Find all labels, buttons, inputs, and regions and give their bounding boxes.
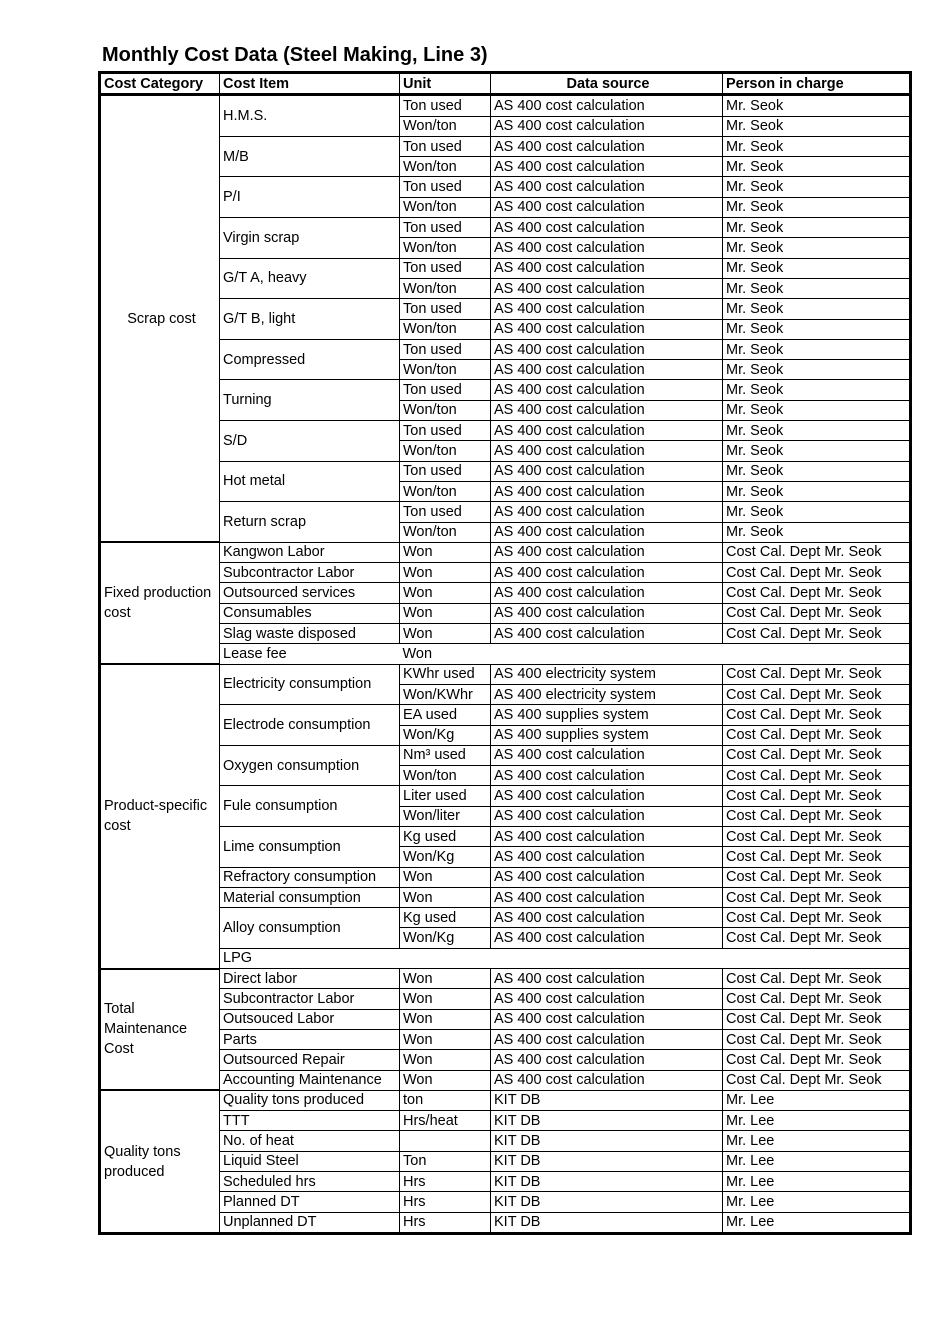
data-source-cell: AS 400 cost calculation	[491, 319, 723, 339]
person-cell: Cost Cal. Dept Mr. Seok	[723, 867, 911, 887]
table-row	[100, 218, 911, 238]
data-source-cell: KIT DB	[491, 1212, 723, 1233]
data-source-cell: AS 400 cost calculation	[491, 847, 723, 867]
person-cell: Mr. Seok	[723, 522, 911, 542]
unit-cell: Won/ton	[400, 441, 491, 461]
unit-cell: Ton used	[400, 461, 491, 481]
person-cell: Cost Cal. Dept Mr. Seok	[723, 786, 911, 806]
cost-item: Return scrap	[220, 502, 400, 543]
table-row	[100, 563, 911, 583]
cost-item: Refractory consumption	[220, 867, 400, 887]
header-data-source: Data source	[491, 73, 723, 95]
data-source-cell: AS 400 electricity system	[491, 684, 723, 704]
cost-item: Outsourced services	[220, 583, 400, 603]
data-source-cell: AS 400 cost calculation	[491, 1070, 723, 1090]
person-cell: Cost Cal. Dept Mr. Seok	[723, 908, 911, 928]
data-source-cell: AS 400 cost calculation	[491, 197, 723, 217]
cost-item: Planned DT	[220, 1192, 400, 1212]
person-cell: Mr. Lee	[723, 1192, 911, 1212]
cost-item: LPG	[220, 948, 400, 968]
person-cell: Mr. Seok	[723, 400, 911, 420]
header-cost-category: Cost Category	[100, 73, 220, 95]
data-source-cell: AS 400 cost calculation	[491, 745, 723, 765]
cost-item: Outsourced Repair	[220, 1050, 400, 1070]
person-cell: Cost Cal. Dept Mr. Seok	[723, 806, 911, 826]
unit-cell: Won	[400, 563, 491, 583]
unit-cell: Ton used	[400, 95, 491, 116]
cost-item: Subcontractor Labor	[220, 989, 400, 1009]
table-row	[100, 989, 911, 1009]
person-cell: Mr. Lee	[723, 1212, 911, 1233]
data-source-cell: AS 400 cost calculation	[491, 481, 723, 501]
data-source-cell: AS 400 cost calculation	[491, 624, 723, 644]
person-cell: Mr. Seok	[723, 258, 911, 278]
table-row	[100, 948, 911, 968]
person-cell: Mr. Seok	[723, 339, 911, 359]
person-cell: Mr. Lee	[723, 1111, 911, 1131]
unit-cell	[400, 1131, 491, 1151]
table-row	[100, 542, 911, 562]
table-row	[100, 887, 911, 907]
table-row	[100, 1212, 911, 1233]
cost-item: Unplanned DT	[220, 1212, 400, 1233]
person-cell: Mr. Seok	[723, 319, 911, 339]
table-row	[100, 1029, 911, 1049]
person-cell: Cost Cal. Dept Mr. Seok	[723, 887, 911, 907]
unit-cell: Liter used	[400, 786, 491, 806]
data-source-cell: AS 400 supplies system	[491, 725, 723, 745]
table-row	[100, 583, 911, 603]
header-person-in-charge: Person in charge	[723, 73, 911, 95]
data-source-cell: AS 400 cost calculation	[491, 786, 723, 806]
person-cell: Cost Cal. Dept Mr. Seok	[723, 583, 911, 603]
data-source-cell: AS 400 cost calculation	[491, 421, 723, 441]
unit-cell: Won/ton	[400, 766, 491, 786]
cost-data-table	[98, 71, 912, 1235]
cost-item: P/I	[220, 177, 400, 218]
unit-cell: Won/KWhr	[400, 684, 491, 704]
person-cell: Cost Cal. Dept Mr. Seok	[723, 1070, 911, 1090]
cost-item: Alloy consumption	[220, 908, 400, 949]
data-source-cell: AS 400 cost calculation	[491, 400, 723, 420]
person-cell: Mr. Seok	[723, 218, 911, 238]
person-cell: Mr. Seok	[723, 481, 911, 501]
table-row	[100, 461, 911, 481]
unit-cell: Won/Kg	[400, 928, 491, 948]
person-cell: Cost Cal. Dept Mr. Seok	[723, 745, 911, 765]
data-source-cell: AS 400 cost calculation	[491, 218, 723, 238]
person-cell: Cost Cal. Dept Mr. Seok	[723, 725, 911, 745]
data-source-cell: AS 400 cost calculation	[491, 157, 723, 177]
table-row	[100, 969, 911, 989]
unit-cell: Won/ton	[400, 319, 491, 339]
table-row	[100, 339, 911, 359]
cost-item: Material consumption	[220, 887, 400, 907]
table-row	[100, 603, 911, 623]
data-source-cell: AS 400 cost calculation	[491, 887, 723, 907]
data-source-cell: KIT DB	[491, 1192, 723, 1212]
cost-item: Scheduled hrs	[220, 1172, 400, 1192]
cost-item: Electrode consumption	[220, 705, 400, 746]
person-cell: Mr. Lee	[723, 1151, 911, 1171]
table-row	[100, 826, 911, 846]
data-source-cell: KIT DB	[491, 1131, 723, 1151]
unit-cell: Ton used	[400, 421, 491, 441]
table-row	[100, 644, 911, 664]
table-row	[100, 908, 911, 928]
header-unit: Unit	[400, 73, 491, 95]
table-row	[100, 624, 911, 644]
cost-item: H.M.S.	[220, 95, 400, 137]
data-source-cell	[491, 948, 723, 968]
person-cell: Mr. Seok	[723, 95, 911, 116]
person-cell: Cost Cal. Dept Mr. Seok	[723, 542, 911, 562]
person-cell: Cost Cal. Dept Mr. Seok	[723, 603, 911, 623]
unit-cell: Ton used	[400, 502, 491, 522]
person-cell: Cost Cal. Dept Mr. Seok	[723, 624, 911, 644]
table-row	[100, 1050, 911, 1070]
unit-cell: Ton used	[400, 380, 491, 400]
unit-cell: Ton used	[400, 136, 491, 156]
cost-item: TTT	[220, 1111, 400, 1131]
person-cell: Cost Cal. Dept Mr. Seok	[723, 684, 911, 704]
unit-cell: Won	[400, 867, 491, 887]
person-cell: Mr. Seok	[723, 461, 911, 481]
unit-cell: Ton used	[400, 177, 491, 197]
table-row	[100, 258, 911, 278]
unit-cell: Hrs	[400, 1192, 491, 1212]
unit-cell: Ton used	[400, 258, 491, 278]
data-source-cell: AS 400 cost calculation	[491, 563, 723, 583]
cost-item: Quality tons produced	[220, 1090, 400, 1110]
table-row	[100, 1172, 911, 1192]
data-source-cell: AS 400 cost calculation	[491, 969, 723, 989]
cost-item: Liquid Steel	[220, 1151, 400, 1171]
data-source-cell: AS 400 cost calculation	[491, 1009, 723, 1029]
person-cell: Mr. Seok	[723, 299, 911, 319]
cost-item: Compressed	[220, 339, 400, 380]
unit-cell: Won	[402, 645, 433, 662]
data-source-cell: AS 400 cost calculation	[491, 299, 723, 319]
person-cell: Mr. Seok	[723, 360, 911, 380]
data-source-cell: AS 400 cost calculation	[491, 502, 723, 522]
person-cell: Mr. Seok	[723, 238, 911, 258]
category-scrap-cost: Scrap cost	[100, 95, 220, 543]
cost-item: Direct labor	[220, 969, 400, 989]
unit-cell: ton	[400, 1090, 491, 1110]
table-row	[100, 95, 911, 116]
data-source-cell: AS 400 cost calculation	[491, 95, 723, 116]
category-fixed-production-cost: Fixed production cost	[100, 542, 220, 664]
cost-item: Accounting Maintenance	[220, 1070, 400, 1090]
data-source-cell: AS 400 cost calculation	[491, 360, 723, 380]
cost-item: Hot metal	[220, 461, 400, 502]
data-source-cell: AS 400 supplies system	[491, 705, 723, 725]
unit-cell: Kg used	[400, 908, 491, 928]
cost-item: Subcontractor Labor	[220, 563, 400, 583]
unit-cell: Won/ton	[400, 522, 491, 542]
data-source-cell: AS 400 cost calculation	[491, 339, 723, 359]
cost-item: Fule consumption	[220, 786, 400, 827]
person-cell: Cost Cal. Dept Mr. Seok	[723, 826, 911, 846]
unit-cell: Hrs	[400, 1172, 491, 1192]
unit-cell: Won/Kg	[400, 725, 491, 745]
unit-cell: Nm³ used	[400, 745, 491, 765]
cost-item: Parts	[220, 1029, 400, 1049]
unit-cell: Won/ton	[400, 481, 491, 501]
person-cell: Mr. Lee	[723, 1131, 911, 1151]
table-row	[100, 1090, 911, 1110]
unit-cell: Won	[400, 969, 491, 989]
table-row	[100, 1009, 911, 1029]
unit-cell: Won/ton	[400, 157, 491, 177]
category-total-maintenance-cost: Total Maintenance Cost	[100, 969, 220, 1091]
data-source-cell: KIT DB	[491, 1151, 723, 1171]
unit-cell: Won	[400, 1050, 491, 1070]
unit-cell: Won/ton	[400, 238, 491, 258]
table-row	[100, 299, 911, 319]
unit-cell: Won/liter	[400, 806, 491, 826]
unit-cell: Won	[400, 603, 491, 623]
data-source-cell: AS 400 cost calculation	[491, 603, 723, 623]
table-row	[100, 136, 911, 156]
person-cell: Mr. Seok	[723, 278, 911, 298]
data-source-cell	[491, 644, 723, 664]
cost-item: G/T B, light	[220, 299, 400, 340]
table-row	[100, 705, 911, 725]
person-cell: Mr. Seok	[723, 157, 911, 177]
unit-cell	[400, 948, 491, 968]
person-cell: Cost Cal. Dept Mr. Seok	[723, 664, 911, 684]
cost-item: Virgin scrap	[220, 218, 400, 259]
person-cell: Cost Cal. Dept Mr. Seok	[723, 1050, 911, 1070]
table-row	[100, 502, 911, 522]
person-cell: Cost Cal. Dept Mr. Seok	[723, 563, 911, 583]
table-row	[100, 177, 911, 197]
table-row	[100, 1192, 911, 1212]
unit-cell: Won	[400, 1029, 491, 1049]
person-cell: Cost Cal. Dept Mr. Seok	[723, 928, 911, 948]
cost-item: Lime consumption	[220, 826, 400, 867]
person-cell: Mr. Seok	[723, 421, 911, 441]
person-cell: Cost Cal. Dept Mr. Seok	[723, 1029, 911, 1049]
person-cell: Mr. Seok	[723, 136, 911, 156]
person-cell: Cost Cal. Dept Mr. Seok	[723, 1009, 911, 1029]
unit-cell: Won/ton	[400, 278, 491, 298]
person-cell: Mr. Seok	[723, 380, 911, 400]
data-source-cell: AS 400 cost calculation	[491, 908, 723, 928]
cost-item: Lease fee	[223, 645, 287, 662]
table-row	[100, 421, 911, 441]
unit-cell: EA used	[400, 705, 491, 725]
unit-cell: Won	[400, 887, 491, 907]
table-row	[100, 664, 911, 684]
cost-item: Electricity consumption	[220, 664, 400, 705]
unit-cell: Won/ton	[400, 360, 491, 380]
person-cell: Cost Cal. Dept Mr. Seok	[723, 705, 911, 725]
header-row	[100, 73, 911, 95]
data-source-cell: KIT DB	[491, 1090, 723, 1110]
unit-cell: Ton used	[400, 339, 491, 359]
category-product-specific-cost: Product-specific cost	[100, 664, 220, 968]
unit-cell: Won/ton	[400, 197, 491, 217]
page-title: Monthly Cost Data (Steel Making, Line 3)	[102, 44, 488, 66]
unit-cell: Won/ton	[400, 400, 491, 420]
person-cell: Mr. Seok	[723, 197, 911, 217]
table-row	[100, 1151, 911, 1171]
table-row	[100, 1111, 911, 1131]
unit-cell: KWhr used	[400, 664, 491, 684]
person-cell: Mr. Seok	[723, 441, 911, 461]
data-source-cell: AS 400 cost calculation	[491, 177, 723, 197]
cost-item: S/D	[220, 421, 400, 462]
unit-cell: Won	[400, 624, 491, 644]
data-source-cell: AS 400 cost calculation	[491, 1029, 723, 1049]
cost-item: Kangwon Labor	[220, 542, 400, 562]
person-cell: Cost Cal. Dept Mr. Seok	[723, 969, 911, 989]
data-source-cell: AS 400 cost calculation	[491, 1050, 723, 1070]
data-source-cell: AS 400 cost calculation	[491, 583, 723, 603]
table-row	[100, 1070, 911, 1090]
data-source-cell: AS 400 cost calculation	[491, 867, 723, 887]
person-cell: Mr. Lee	[723, 1090, 911, 1110]
unit-cell: Won/ton	[400, 116, 491, 136]
data-source-cell: AS 400 cost calculation	[491, 989, 723, 1009]
data-source-cell: AS 400 cost calculation	[491, 542, 723, 562]
data-source-cell: AS 400 cost calculation	[491, 116, 723, 136]
person-cell: Mr. Seok	[723, 177, 911, 197]
unit-cell: Won	[400, 1070, 491, 1090]
data-source-cell: AS 400 cost calculation	[491, 826, 723, 846]
person-cell: Cost Cal. Dept Mr. Seok	[723, 989, 911, 1009]
cost-item: Consumables	[220, 603, 400, 623]
table-row	[100, 745, 911, 765]
unit-cell: Won	[400, 989, 491, 1009]
unit-cell: Ton	[400, 1151, 491, 1171]
person-cell: Mr. Seok	[723, 502, 911, 522]
data-source-cell: AS 400 cost calculation	[491, 278, 723, 298]
data-source-cell: AS 400 cost calculation	[491, 258, 723, 278]
data-source-cell: AS 400 cost calculation	[491, 766, 723, 786]
data-source-cell: AS 400 cost calculation	[491, 806, 723, 826]
data-source-cell: AS 400 cost calculation	[491, 380, 723, 400]
unit-cell: Hrs	[400, 1212, 491, 1233]
data-source-cell: AS 400 cost calculation	[491, 136, 723, 156]
category-quality-tons-produced: Quality tons produced	[100, 1090, 220, 1233]
data-source-cell: AS 400 cost calculation	[491, 522, 723, 542]
unit-cell: Won	[400, 542, 491, 562]
cost-item: Turning	[220, 380, 400, 421]
unit-cell: Kg used	[400, 826, 491, 846]
table-row	[100, 380, 911, 400]
data-source-cell: KIT DB	[491, 1111, 723, 1131]
table-row	[100, 786, 911, 806]
person-cell	[723, 948, 911, 968]
cost-item: Oxygen consumption	[220, 745, 400, 786]
person-cell	[723, 644, 911, 664]
unit-cell: Won	[400, 583, 491, 603]
data-source-cell: AS 400 cost calculation	[491, 441, 723, 461]
person-cell: Mr. Seok	[723, 116, 911, 136]
cost-item: G/T A, heavy	[220, 258, 400, 299]
unit-cell: Hrs/heat	[400, 1111, 491, 1131]
data-source-cell: AS 400 cost calculation	[491, 238, 723, 258]
data-source-cell: KIT DB	[491, 1172, 723, 1192]
unit-cell: Won	[400, 1009, 491, 1029]
data-source-cell: AS 400 cost calculation	[491, 928, 723, 948]
data-source-cell: AS 400 electricity system	[491, 664, 723, 684]
data-source-cell: AS 400 cost calculation	[491, 461, 723, 481]
table-row	[100, 1131, 911, 1151]
person-cell: Cost Cal. Dept Mr. Seok	[723, 847, 911, 867]
unit-cell: Ton used	[400, 299, 491, 319]
cost-item: No. of heat	[220, 1131, 400, 1151]
header-cost-item: Cost Item	[220, 73, 400, 95]
table-body	[100, 95, 911, 1234]
unit-cell: Ton used	[400, 218, 491, 238]
person-cell: Mr. Lee	[723, 1172, 911, 1192]
cost-item: Slag waste disposed	[220, 624, 400, 644]
person-cell: Cost Cal. Dept Mr. Seok	[723, 766, 911, 786]
table-row	[100, 867, 911, 887]
cost-item: Outsouced Labor	[220, 1009, 400, 1029]
unit-cell: Won/Kg	[400, 847, 491, 867]
cost-item: M/B	[220, 136, 400, 177]
